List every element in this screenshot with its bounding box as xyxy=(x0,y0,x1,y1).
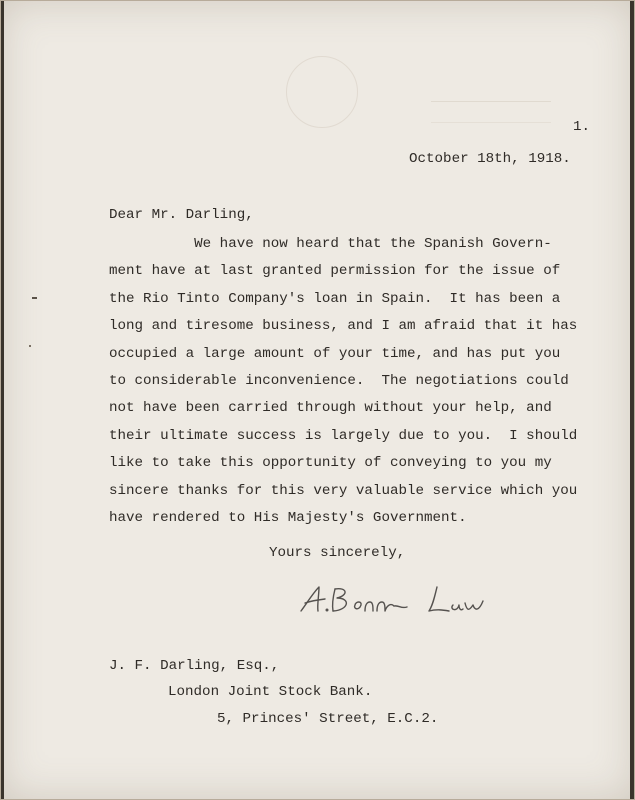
body-line: their ultimate success is largely due to you. I should xyxy=(109,427,578,444)
body-line: sincere thanks for this very valuable service which you xyxy=(109,482,578,499)
body-line: We have now heard that the Spanish Govern- xyxy=(109,236,552,252)
closing: Yours sincerely, xyxy=(269,545,406,561)
paper-mark xyxy=(29,345,31,347)
body-line: to considerable inconvenience. The negotiations could xyxy=(109,373,569,389)
salutation: Dear Mr. Darling, xyxy=(109,207,254,223)
handwritten-signature xyxy=(297,583,497,619)
body-line: like to take this opportunity of conveying to you my xyxy=(109,455,552,472)
body-line: the Rio Tinto Company's loan in Spain. It has been a xyxy=(109,290,561,307)
body-line: long and tiresome business, and I am afraid that it has xyxy=(109,318,578,335)
body-line: have rendered to His Majesty's Government. xyxy=(109,510,467,526)
body-line: occupied a large amount of your time, and has put you xyxy=(109,345,561,362)
letter-date: October 18th, 1918. xyxy=(409,151,571,167)
addressee-street: 5, Princes' Street, E.C.2. xyxy=(217,711,439,727)
page-edge-right xyxy=(630,1,634,799)
body-line: ment have at last granted permission for the issue of xyxy=(109,263,561,280)
body-line: not have been carried through without your help, and xyxy=(109,400,552,417)
paper-mark xyxy=(32,297,37,299)
page-number: 1. xyxy=(573,119,591,135)
addressee-name: J. F. Darling, Esq., xyxy=(109,658,280,674)
page-edge-left xyxy=(1,1,4,799)
embossed-seal xyxy=(286,56,358,128)
addressee-bank: London Joint Stock Bank. xyxy=(168,684,373,700)
embossed-letterhead xyxy=(431,101,551,123)
